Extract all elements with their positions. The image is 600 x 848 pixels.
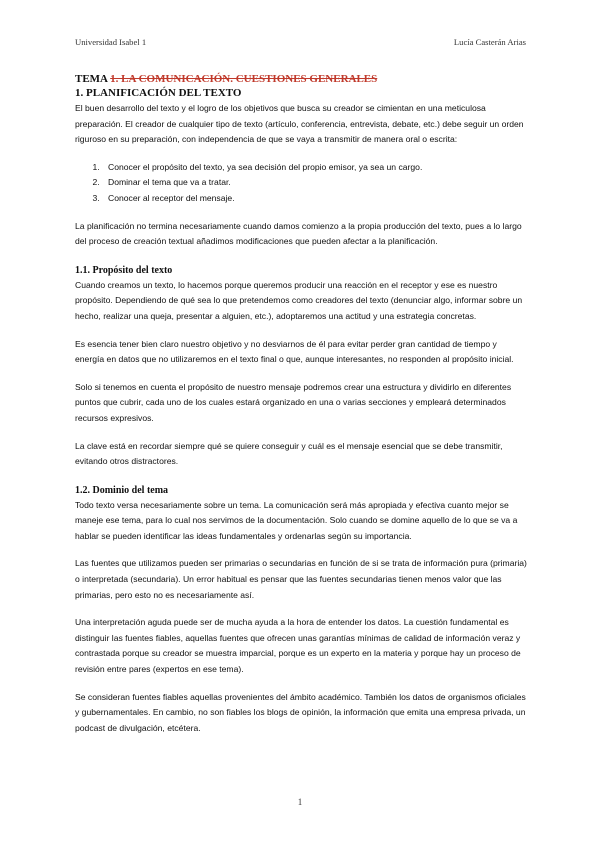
- paragraph: Todo texto versa necesariamente sobre un tema. La comunicación será más apropiada y efectiva cuanto mejor se maneje ese tema, para lo cual nos servimos de la documentación. Solo cuando se domine aquello de lo que se va a hablar se pueden identificar las ideas fundamentales y ordenarlas según su importancia.: [75, 499, 518, 541]
- document-body: [75, 72, 527, 736]
- paragraph: Las fuentes que utilizamos pueden ser primarias o secundarias en función de si se trata de información pura (primaria) o interpretada (secundaria). Un error habitual es pensar que las fuentes secundarias tienen menos valor que las primarias, pero esto no es necesariamente así.: [75, 558, 527, 600]
- list-item: 2. Dominar el tema que va a tratar.: [102, 175, 527, 191]
- paragraph: Cuando creamos un texto, lo hacemos porque queremos producir una reacción en el receptor y ese es nuestro propósito. Dependiendo de qué sea lo que pretendemos como creadores del texto (denunciar algo, informar sobre un hecho, realizar una queja, presentar a alguien, etc.), adoptaremos una actitud y una estrategia concretas.: [75, 279, 523, 321]
- subsection-heading-topic: 1.2. Dominio del tema: [75, 484, 169, 496]
- paragraph: Solo si tenemos en cuenta el propósito de nuestro mensaje podremos crear una estructura y dividirlo en diferentes puntos que cubrir, cada uno de los cuales estará organizado en una o varias secciones y empleará determinados recursos expresivos.: [75, 381, 512, 423]
- paragraph: La clave está en recordar siempre qué se quiere conseguir y cuál es el mensaje esencial que se debe transmitir, evitando otros distractores.: [75, 440, 503, 467]
- section-after-list: La planificación no termina necesariamente cuando damos comienzo a la propia producción del texto, pues a lo largo del proceso de creación textual añadimos modificaciones que pueden afectar a la planificación.: [75, 220, 522, 247]
- list-item: 3. Conocer al receptor del mensaje.: [102, 191, 527, 207]
- list-item: 1. Conocer el propósito del texto, ya sea decisión del propio emisor, ya sea un cargo.: [102, 160, 527, 176]
- title-prefix: TEMA: [75, 73, 111, 85]
- planning-steps-list: [75, 160, 527, 207]
- document-title: [75, 72, 527, 86]
- paragraph: Una interpretación aguda puede ser de mucha ayuda a la hora de entender los datos. La cuestión fundamental es distinguir las fuentes fiables, aquellas fuentes que ofrecen unas garantías mínimas de calidad de información veraz y contrastada porque su creador se muestra imparcial, porque es un experto en la materia y porque hay un proceso de revisión entre pares (expertos en ese tema).: [75, 617, 521, 675]
- paragraph: Se consideran fuentes fiables aquellas provenientes del ámbito académico. También los datos de organismos oficiales y gubernamentales. En cambio, no son fiables los blogs de opinión, la información que emita una empresa privada, un podcast de divulgación, etcétera.: [75, 691, 526, 733]
- section-intro: El buen desarrollo del texto y el logro de los objetivos que busca su creador se cimientan en una meticulosa preparación. El creador de cualquier tipo de texto (artículo, conferencia, entrevista, debate, etc.) debe seguir un orden riguroso en su preparación, con independencia de que se vaya a transmitir de manera oral o escrita:: [75, 103, 524, 145]
- paragraph: Es esencia tener bien claro nuestro objetivo y no desviarnos de él para evitar perder gran cantidad de tiempo y energía en datos que no utilizaremos en el texto final o que, aunque interesantes, no responden al propósito inicial.: [75, 338, 514, 365]
- header-institution: Universidad Isabel 1: [75, 37, 147, 47]
- subsection-heading-purpose: 1.1. Propósito del texto: [75, 264, 173, 276]
- title-struck-text: 1. LA COMUNICACIÓN. CUESTIONES GENERALES: [110, 73, 378, 85]
- header-author: Lucía Casterán Arias: [453, 37, 526, 47]
- page-number: 1: [297, 797, 303, 807]
- section-heading: 1. PLANIFICACIÓN DEL TEXTO: [75, 87, 242, 99]
